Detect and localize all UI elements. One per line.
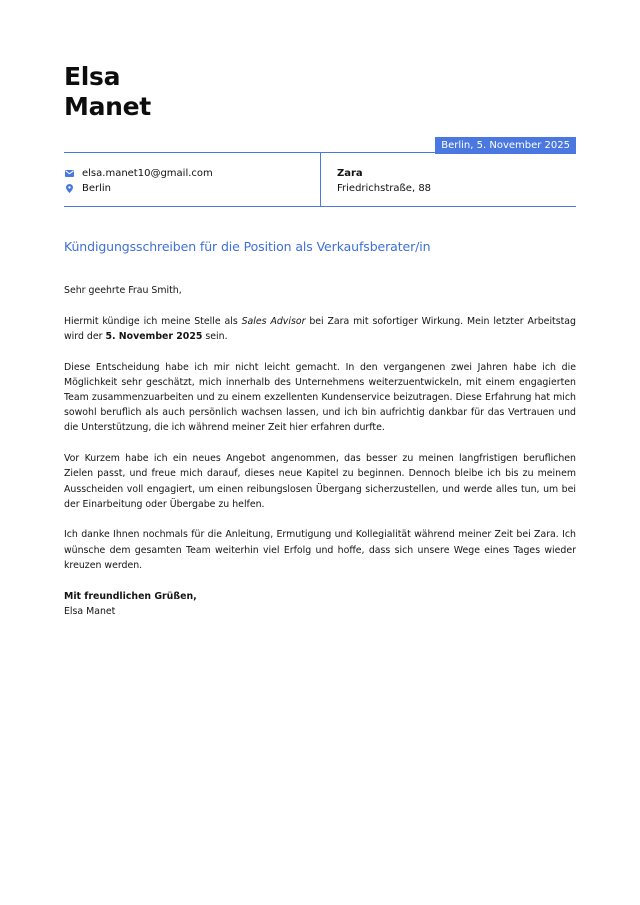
header-vertical-divider [320, 152, 321, 206]
header-bottom-divider [64, 206, 576, 207]
paragraph-3: Vor Kurzem habe ich ein neues Angebot angenommen, das besser zu meinen langfristigen beruflichen Zielen passt, und freue mich darauf, dieses neue Kapitel zu beginnen. Dennoch bleibe ich bis zu meinem Ausscheiden voll engagiert, um einen reibungslosen Übergang sicherzustellen, und werde alles tun, um bei der Einarbeitung oder Übergabe zu helfen. [64, 453, 576, 510]
paragraph-1-part1: Hiermit kündige ich meine Stelle als [64, 315, 242, 327]
sender-email[interactable]: elsa.manet10@gmail.com [82, 168, 213, 179]
envelope-icon [64, 169, 74, 179]
sender-contact [64, 166, 213, 196]
paragraph-2: Diese Entscheidung habe ich mir nicht leicht gemacht. In den vergangenen zwei Jahren habe ich die Möglichkeit sehr geschätzt, mich innerhalb des Unternehmens weiterzuentwickeln, mit einem engagierten Team zusammenzuarbeiten und zu einem exzellenten Kundenservice beizutragen. Diese Erfahrung hat mich sowohl beruflich als auch persönlich wachsen lassen, und ich bin aufrichtig dankbar für das Vertrauen und die Unterstützung, die ich während meiner Zeit hier erfahren durfte. [64, 361, 576, 434]
city-row [64, 181, 213, 196]
date-badge: Berlin, 5. November 2025 [435, 137, 576, 154]
email-row [64, 166, 213, 181]
sender-city: Berlin [82, 183, 112, 194]
signature: Elsa Manet [64, 605, 116, 617]
role-name: Sales Advisor [241, 315, 306, 327]
recipient-street: Friedrichstraße, 88 [337, 183, 432, 194]
salutation: Sehr geehrte Frau Smith, [64, 285, 182, 296]
recipient-block [337, 166, 431, 196]
paragraph-1 [64, 314, 576, 344]
closing: Mit freundlichen Grüßen, [64, 590, 197, 602]
letter-subject: Kündigungsschreiben für die Position als Verkaufsberater/in [64, 239, 431, 254]
recipient-company: Zara [337, 168, 363, 179]
last-day: 5. November 2025 [105, 330, 203, 342]
paragraph-1-part2: bei Zara mit sofortiger Wirkung. Mein letzter Arbeitstag wird der [64, 315, 576, 342]
letter-body [64, 283, 576, 619]
paragraph-4: Ich danke Ihnen nochmals für die Anleitung, Ermutigung und Kollegialität während meiner Zeit bei Zara. Ich wünsche dem gesamten Team weiterhin viel Erfolg und hoffe, dass sich unsere Wege eines Tages wieder kreuzen werden. [64, 529, 576, 571]
sender-first-name: Elsa [64, 62, 121, 91]
sender-name [64, 62, 151, 122]
sender-last-name: Manet [64, 92, 151, 121]
map-pin-icon [64, 184, 74, 194]
paragraph-1-part3: sein. [202, 330, 228, 342]
